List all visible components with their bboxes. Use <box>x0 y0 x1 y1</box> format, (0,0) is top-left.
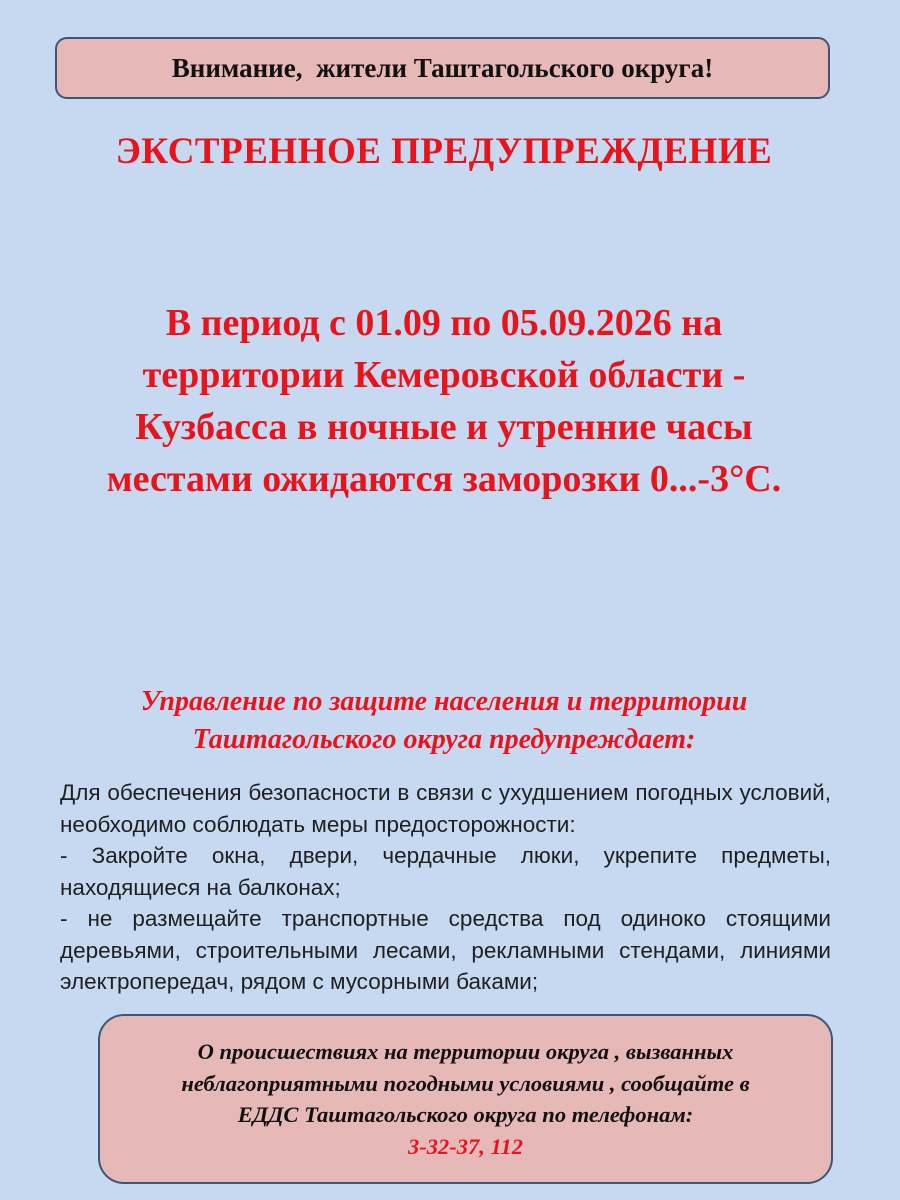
contact-line: ЕДДС Таштагольского округа по телефонам: <box>237 1102 694 1127</box>
advice-paragraph: - не размещайте транспортные средства под одиноко стоящими деревьями, строительными лесами, рекламными стендами, линиями электропередач, рядом с мусорными баками; <box>60 906 831 994</box>
advice-paragraph: Для обеспечения безопасности в связи с ухудшением погодных условий, необходимо соблюдать меры предосторожности: <box>60 780 831 837</box>
contact-line: неблагоприятными погодными условиями , сообщайте в <box>181 1070 750 1096</box>
header-text: Внимание, жители Таштагольского округа! <box>171 52 714 83</box>
frost-warning-message <box>0 297 888 505</box>
agency-line: Управление по защите населения и территории <box>140 686 748 717</box>
contact-line: О происшествиях на территории округа , вызванных <box>197 1039 734 1064</box>
message-line: территории Кемеровской области - <box>142 354 746 396</box>
agency-line: Таштагольского округа предупреждает: <box>192 724 696 755</box>
message-line: Кузбасса в ночные и утренние часы <box>135 406 753 448</box>
phone-numbers: 3-32-37, 112 <box>408 1133 523 1159</box>
advice-paragraph: - Закройте окна, двери, чердачные люки, укрепите предметы, находящиеся на балконах; <box>60 843 831 900</box>
message-line: местами ожидаются заморозки 0...-3°С. <box>106 458 782 500</box>
alert-title: ЭКСТРЕННОЕ ПРЕДУПРЕЖДЕНИЕ <box>115 131 773 172</box>
header-banner <box>55 37 830 99</box>
safety-advice <box>60 777 831 998</box>
agency-heading <box>0 683 888 759</box>
message-line: В период с 01.09 по 05.09.2026 на <box>165 302 723 344</box>
contact-box <box>98 1014 833 1184</box>
